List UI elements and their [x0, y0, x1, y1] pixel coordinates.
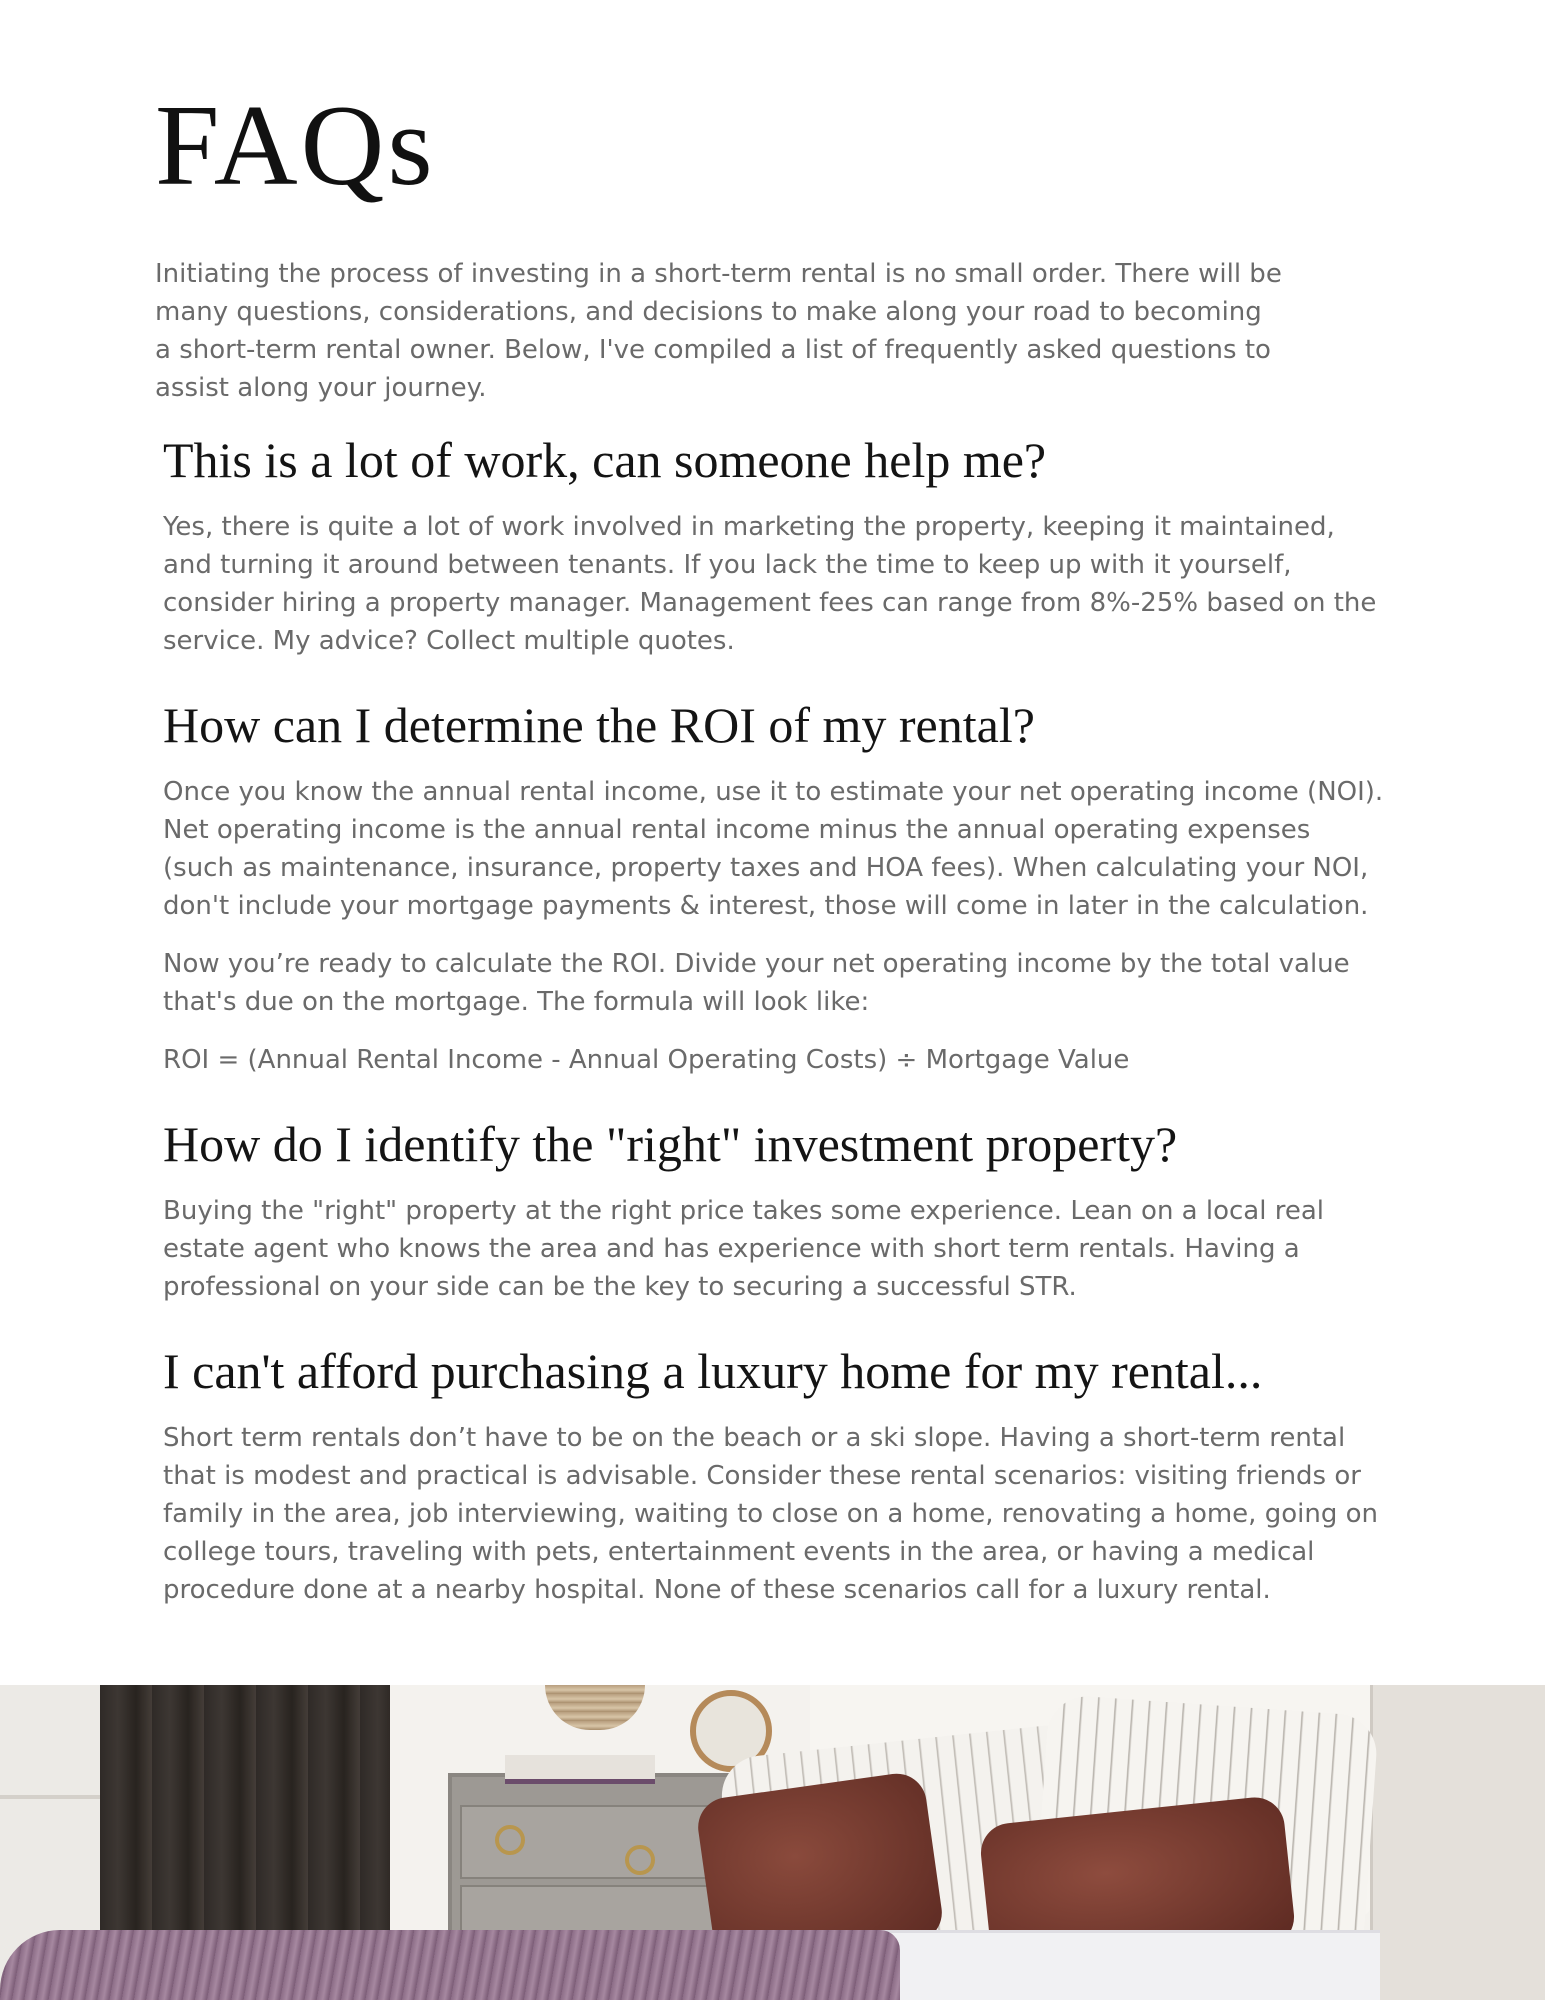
faq-question: How do I identify the "right" investment property? [163, 1116, 1178, 1172]
faq-item-right-property [163, 1116, 1385, 1306]
faq-answer: Once you know the annual rental income, use it to estimate your net operating income (NOI). Net operating income is the annual rental income minus the annual operating expenses (such as maintenance, insurance, property taxes and HOA fees). When calculating your NOI, don't include your mortgage payments & interest, those will come in later in the calculation. [163, 777, 1384, 921]
faq-question: How can I determine the ROI of my rental? [163, 697, 1035, 753]
faq-answer: Buying the "right" property at the right price takes some experience. Lean on a local real estate agent who knows the area and has experience with short term rentals. Having a professional on your side can be the key to securing a successful STR. [163, 1196, 1324, 1302]
faq-question: I can't afford purchasing a luxury home for my rental... [163, 1343, 1263, 1399]
faq-item-help [163, 432, 1385, 660]
page-title: FAQs [155, 82, 436, 210]
photo-drawer-pull [625, 1845, 655, 1875]
faq-answer: Yes, there is quite a lot of work involved in marketing the property, keeping it maintained, and turning it around between tenants. If you lack the time to keep up with it yourself, consider hiring a property manager. Management fees can range from 8%-25% based on the service. My advice? Collect multiple quotes. [163, 512, 1377, 656]
faq-question: This is a lot of work, can someone help me? [163, 432, 1047, 488]
faq-answer: Now you’re ready to calculate the ROI. Divide your net operating income by the total value that's due on the mortgage. The formula will look like: [163, 949, 1350, 1017]
faq-item-luxury [163, 1343, 1385, 1609]
photo-wall-right [1370, 1685, 1545, 2000]
photo-throw-blanket [0, 1930, 900, 2000]
photo-books [505, 1755, 655, 1784]
faq-answer: Short term rentals don’t have to be on the beach or a ski slope. Having a short-term rental that is modest and practical is advisable. Consider these rental scenarios: visiting friends or family in the area, job interviewing, waiting to close on a home, renovating a home, going on college tours, traveling with pets, entertainment events in the area, or having a medical procedure done at a nearby hospital. None of these scenarios call for a luxury rental. [163, 1423, 1378, 1605]
photo-window-bar [0, 1795, 110, 1799]
faq-item-roi [163, 697, 1385, 1079]
photo-drawer-pull [495, 1825, 525, 1855]
intro-paragraph: Initiating the process of investing in a short-term rental is no small order. There will be many questions, considerations, and decisions to make along your road to becoming a short-term rental owner. Below, I've compiled a list of frequently asked questions to assist along your journey. [155, 259, 1282, 403]
roi-formula: ROI = (Annual Rental Income - Annual Operating Costs) ÷ Mortgage Value [163, 1045, 1130, 1075]
bedroom-photo [0, 1685, 1545, 2000]
